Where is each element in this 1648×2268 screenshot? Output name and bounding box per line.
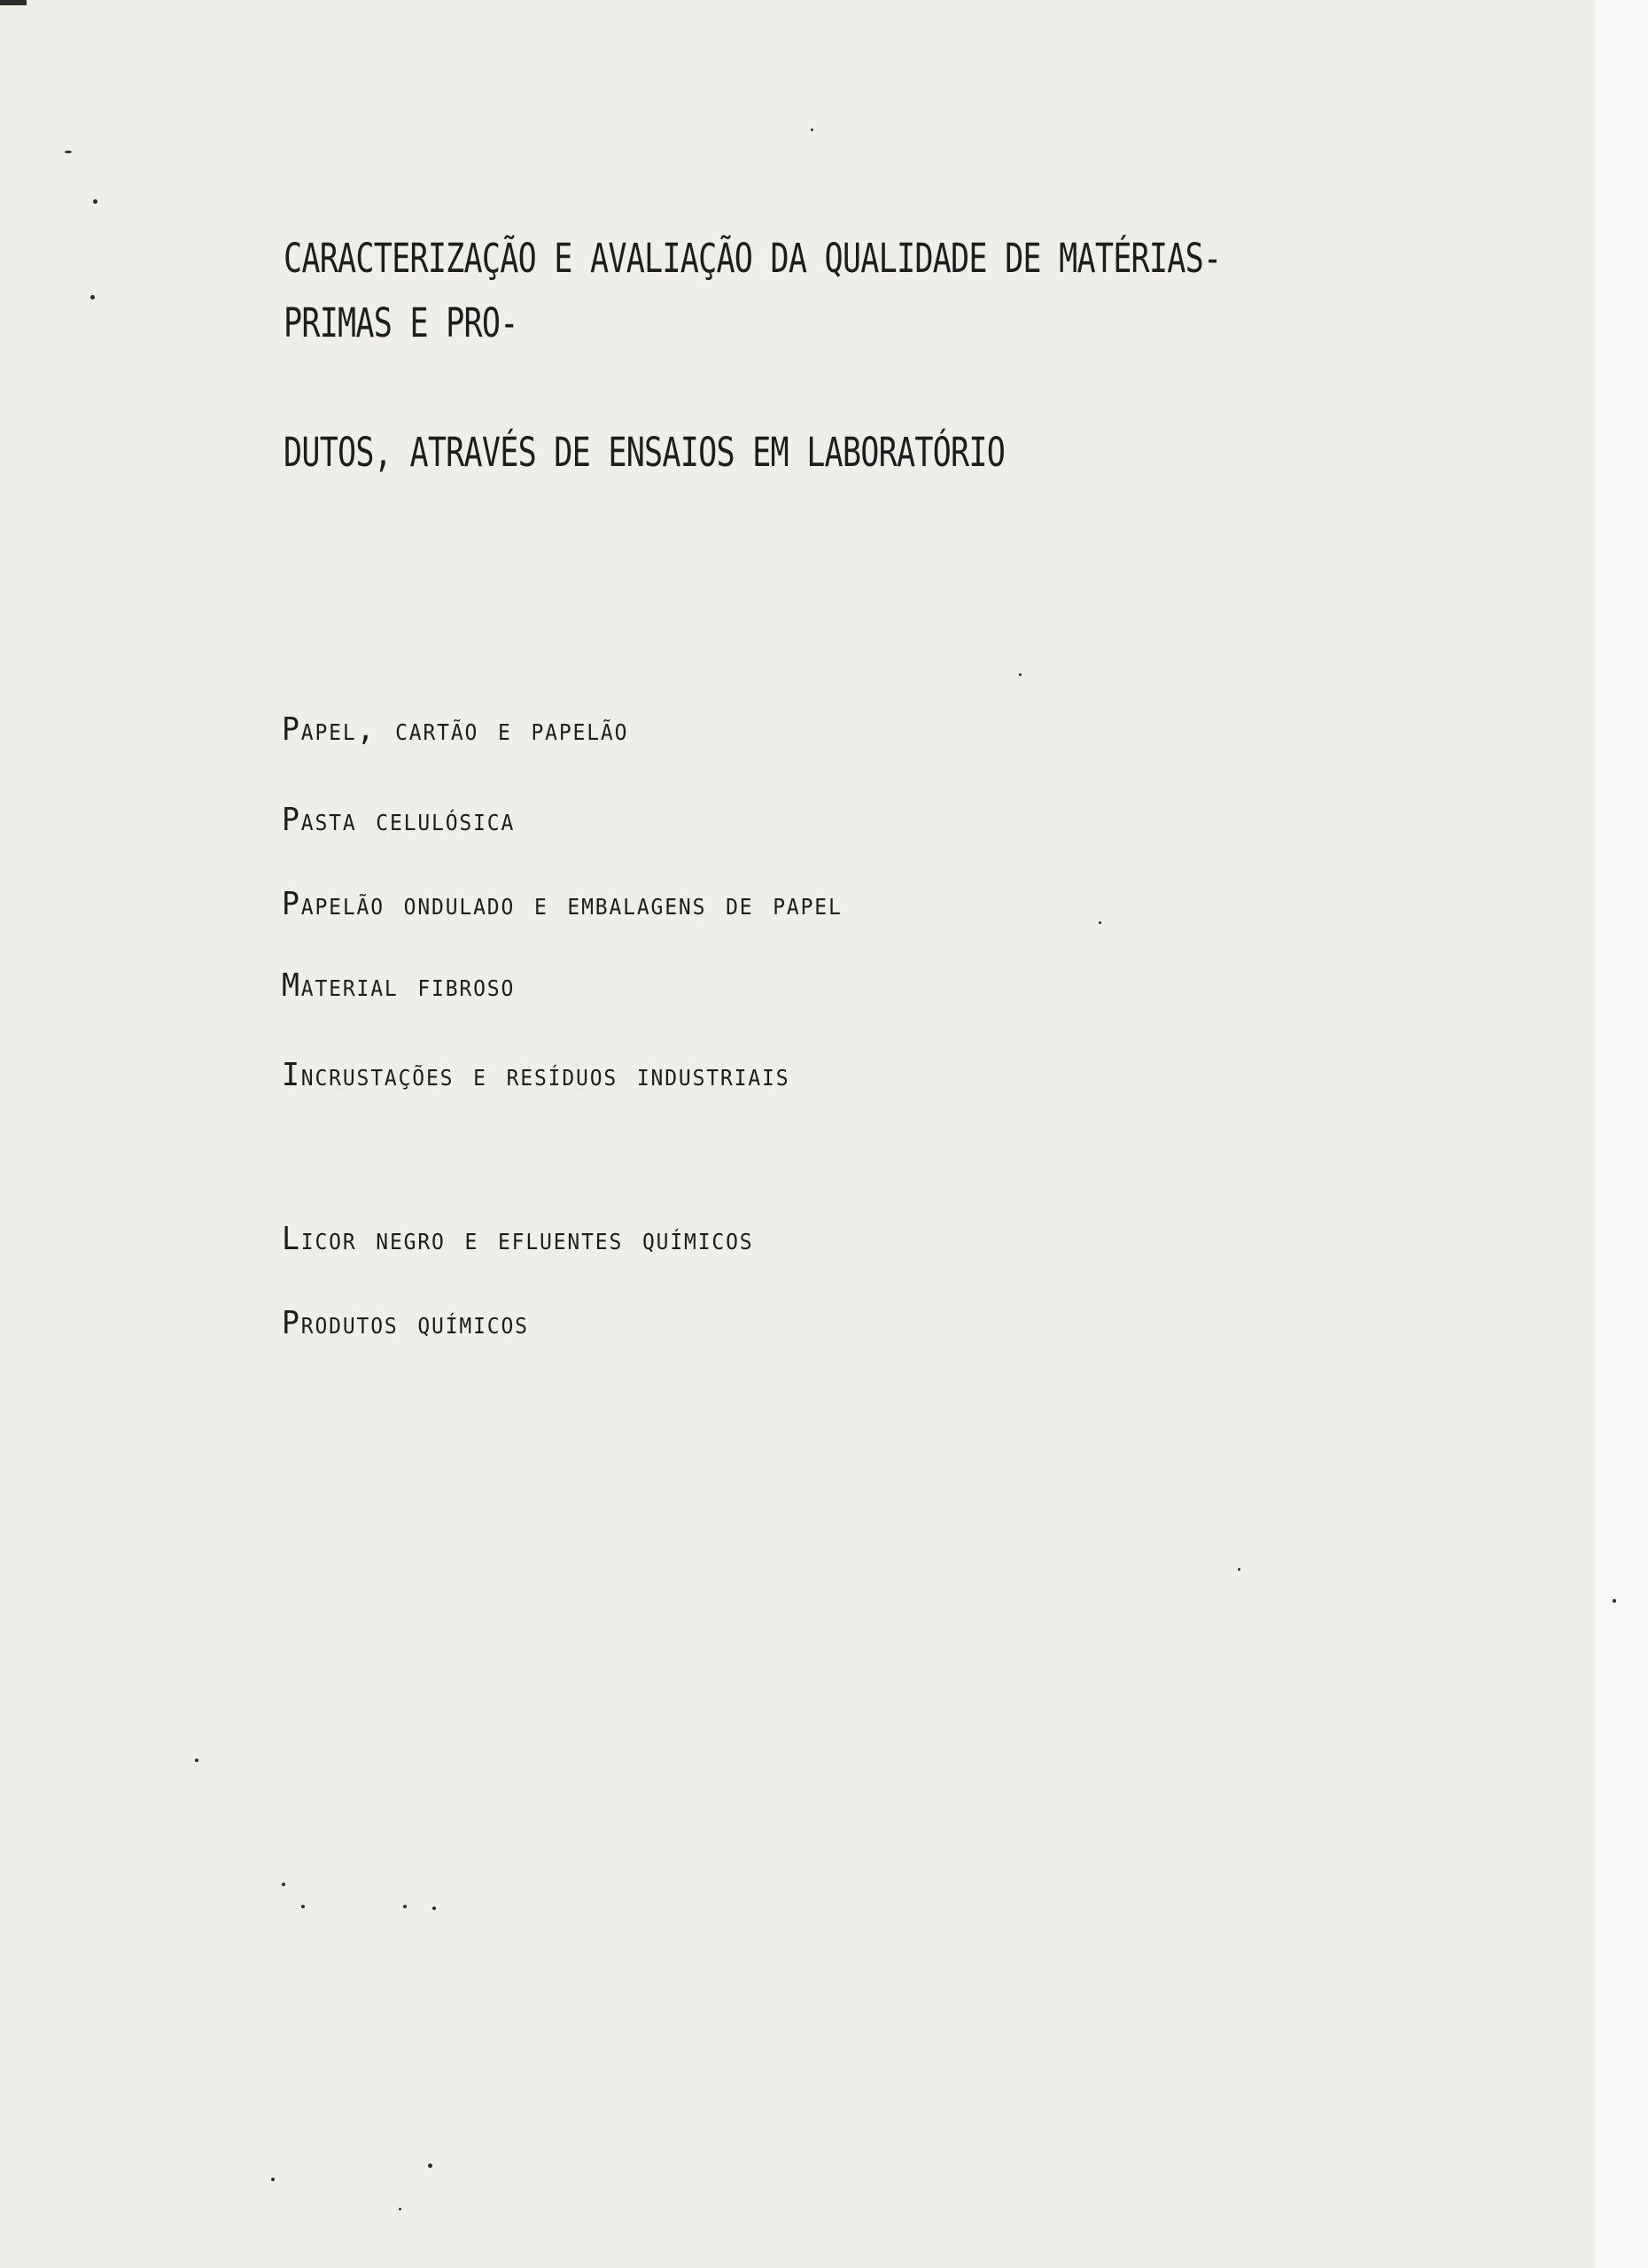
title-line-2: DUTOS, ATRAVÉS DE ENSAIOS EM LABORATÓRIO (284, 429, 1006, 476)
dust-speck (432, 1907, 436, 1910)
list-item: Material fibroso (282, 967, 516, 1004)
dust-speck (93, 199, 97, 204)
dust-speck (1099, 921, 1101, 924)
dust-speck (301, 1905, 305, 1908)
document-title (284, 161, 1279, 485)
scanner-bed-edge (1595, 0, 1648, 2268)
dust-speck (1613, 1599, 1616, 1603)
dust-speck (90, 295, 95, 299)
list-item: Papel, cartão e papelão (282, 711, 629, 748)
scan-mark (0, 0, 27, 5)
dust-speck (811, 128, 813, 131)
dust-speck (1238, 1568, 1240, 1571)
dust-speck (403, 1905, 407, 1908)
dust-speck (1019, 673, 1022, 676)
list-item: Pasta celulósica (282, 802, 516, 838)
list-item: Licor negro e efluentes químicos (282, 1221, 754, 1257)
dust-speck (428, 2163, 432, 2168)
dust-speck (65, 151, 72, 153)
dust-speck (282, 1883, 285, 1886)
dust-speck (399, 2208, 401, 2210)
list-item: Produtos químicos (282, 1305, 529, 1341)
dust-speck (195, 1759, 198, 1762)
list-item: Papelão ondulado e embalagens de papel (282, 886, 843, 922)
dust-speck (271, 2178, 275, 2181)
title-line-1: CARACTERIZAÇÃO E AVALIAÇÃO DA QUALIDADE DE MATÉRIAS-PRIMAS E PRO- (284, 235, 1222, 346)
list-item: Incrustações e resíduos industriais (282, 1057, 790, 1093)
